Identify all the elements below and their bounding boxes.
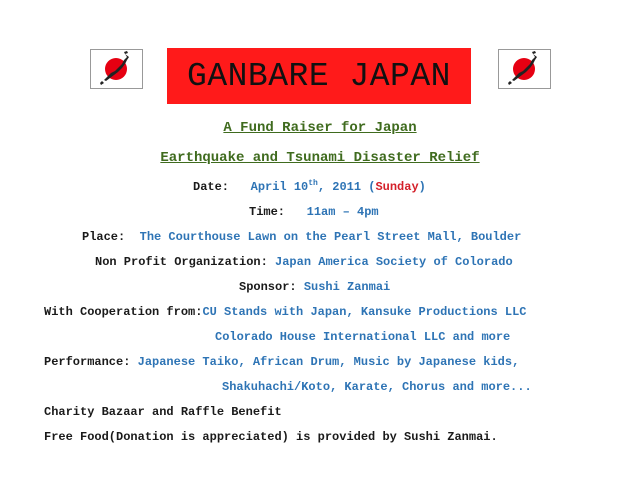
place-line (82, 230, 521, 244)
performance-value-2: Shakuhachi/Koto, Karate, Chorus and more... (222, 380, 532, 394)
date-line (193, 180, 426, 194)
event-title-banner (167, 48, 471, 104)
date-weekday: Sunday (375, 180, 419, 194)
date-ordinal: th (308, 179, 318, 188)
sponsor-value: Sushi Zanmai (303, 280, 391, 294)
cooperation-line (44, 305, 527, 319)
japan-flag-map-icon (498, 49, 551, 89)
nonprofit-label: Non Profit Organization: (95, 255, 268, 269)
nonprofit-line (95, 255, 513, 269)
free-food-line: Free Food(Donation is appreciated) is provided by Sushi Zanmai. (44, 430, 498, 444)
date-close: ) (418, 180, 426, 194)
nonprofit-value: Japan America Society of Colorado (275, 255, 513, 269)
date-label: Date: (193, 180, 230, 194)
date-month-day: April 10 (250, 180, 309, 194)
charity-bazaar-line: Charity Bazaar and Raffle Benefit (44, 405, 282, 419)
cooperation-label: With Cooperation from: (44, 305, 203, 319)
subtitle-disaster-relief: Earthquake and Tsunami Disaster Relief (160, 150, 480, 166)
time-label: Time: (249, 205, 286, 219)
japan-flag-map-icon (90, 49, 143, 89)
time-line (249, 205, 379, 219)
sponsor-line (239, 280, 390, 294)
cooperation-value-2: Colorado House International LLC and more (215, 330, 511, 344)
performance-line (44, 355, 519, 369)
date-year: , 2011 ( (317, 180, 376, 194)
performance-value-1: Japanese Taiko, African Drum, Music by Japanese kids, (137, 355, 520, 369)
subtitle-fund-raiser: A Fund Raiser for Japan (223, 120, 417, 136)
place-value: The Courthouse Lawn on the Pearl Street Mall, Boulder (139, 230, 522, 244)
place-label: Place: (82, 230, 126, 244)
performance-label: Performance: (44, 355, 131, 369)
event-title: GANBARE JAPAN (187, 57, 451, 95)
time-value: 11am – 4pm (306, 205, 379, 219)
cooperation-value-1: CU Stands with Japan, Kansuke Productions LLC (202, 305, 527, 319)
sponsor-label: Sponsor: (239, 280, 297, 294)
